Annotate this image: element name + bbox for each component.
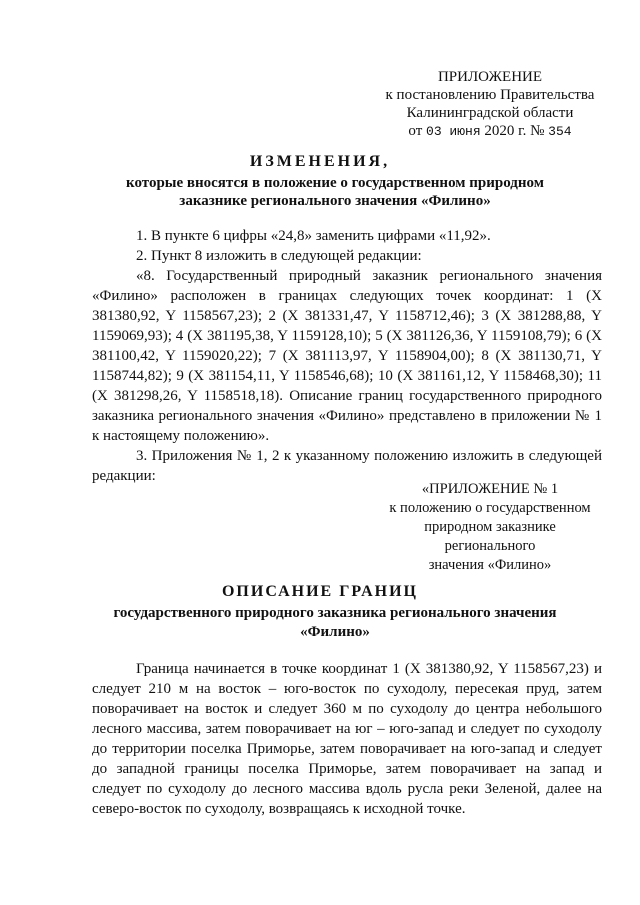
boundaries-title: ОПИСАНИЕ ГРАНИЦ — [221, 583, 418, 600]
date-value: 03 июня — [426, 124, 481, 139]
paragraph-4: 3. Приложения № 1, 2 к указанному положению изложить в следующей редакции: — [92, 448, 602, 484]
appendix-1-line-4: регионального — [444, 538, 536, 554]
appendix-line-2: к постановлению Правительства — [385, 87, 595, 103]
appendix-line-3: Калининградской области — [406, 105, 574, 121]
boundaries-subtitle: государственного природного заказника регионального значения «Филино» — [113, 605, 557, 640]
date-year: 2020 г. № — [484, 123, 545, 139]
document-subtitle: которые вносятся в положение о государственном природном заказнике регионального значения «Филино» — [126, 175, 544, 209]
paragraph-1: 1. В пункте 6 цифры «24,8» заменить цифрами «11,92». — [136, 228, 491, 244]
appendix-1-line-3: природном заказнике — [424, 519, 556, 535]
boundaries-description — [92, 659, 602, 819]
changes-body — [92, 226, 602, 486]
date-prefix: от — [408, 123, 423, 139]
appendix-1-line-2: к положению о государственном — [389, 500, 591, 516]
appendix-date-line — [360, 122, 620, 141]
appendix-1-line-5: значения «Филино» — [428, 557, 552, 573]
paragraph-2: 2. Пункт 8 изложить в следующей редакции: — [136, 248, 422, 264]
appendix-1-line-1: «ПРИЛОЖЕНИЕ № 1 — [421, 481, 559, 497]
paragraph-3: «8. Государственный природный заказник регионального значения «Филино» расположен в границах следующих точек координат: 1 (X 381380,92, Y 1158567,23); 2 (X 381331,47, Y 1158712,46); 3 (X 381288,88, Y 1159069,93); 4 (X 381195,38, Y 1159128,10); 5 (X 381126,36, Y 1159108,79); 6 (X 381100,42, Y 1159020,22); 7 (X 381113,97, Y 1158904,00); 8 (X 381130,71, Y 1158744,82); 9 (X 381154,11, Y 1158546,68); 10 (X 381161,12, Y 1158468,30); 11 (X 381298,26, Y 1158518,18). Описание границ государственного природного заказника регионального значения «Филино» представлено в приложении № 1 к настоящему положению». — [92, 268, 602, 444]
boundaries-paragraph: Граница начинается в точке координат 1 (X 381380,92, Y 1158567,23) и следует 210 м на восток – юго-восток по суходолу, пересекая пруд, затем поворачивает на восток и следует 360 м по суходолу до центра небольшого лесного массива, затем поворачивает на юг – юго-запад и следует по суходолу до территории поселка Приморье, затем поворачивает на юго-запад и следует до западной границы поселка Приморье, затем поворачивает на запад и следует по суходолу до лесного массива вдоль русла реки Зеленой, далее на северо-восток по суходолу, возвращаясь к исходной точке. — [92, 661, 602, 817]
appendix-label: ПРИЛОЖЕНИЕ — [437, 69, 543, 85]
appendix-1-header — [360, 480, 620, 575]
appendix-header — [360, 68, 620, 141]
document-number: 354 — [548, 124, 572, 139]
document-title: ИЗМЕНЕНИЯ, — [249, 153, 391, 170]
